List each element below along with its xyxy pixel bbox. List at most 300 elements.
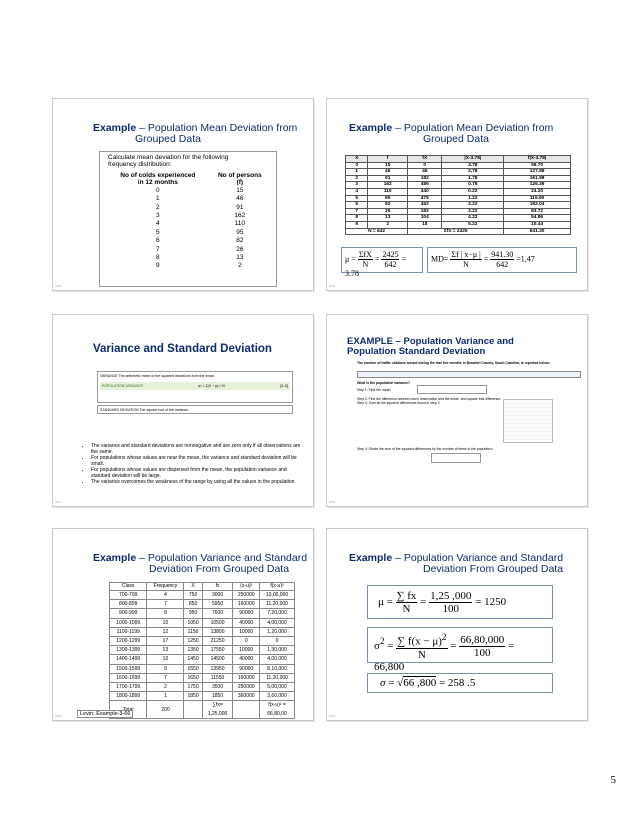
table-row [106, 204, 270, 212]
table-cell: 2 [156, 203, 160, 211]
den-symbolic: N [402, 603, 411, 615]
table-row [110, 600, 295, 609]
col2-l1: No of persons [217, 172, 262, 179]
table-cell: 0 [233, 637, 260, 646]
variance-result-box [431, 453, 481, 463]
table-row [110, 591, 295, 600]
table-cell: 1700-1799 [110, 683, 147, 692]
slide-4 [326, 314, 588, 507]
table-cell: 10500 [202, 618, 233, 627]
table-cell: 8,10,000 [260, 664, 295, 673]
table-row [110, 646, 295, 655]
table-cell: 1500-1599 [110, 664, 147, 673]
table-cell: 1100-1199 [110, 627, 147, 636]
column-header: fx [202, 583, 233, 591]
table-cell: 162 [234, 212, 246, 220]
table-row [106, 187, 270, 195]
table-cell: 182 [408, 208, 442, 215]
table-cell: 1000-1099 [110, 618, 147, 627]
variance-definition: VARIANCE The arithmetic mean of the squared deviations from the mean. [100, 374, 216, 378]
slide-title: Variance and Standard Deviation [93, 343, 272, 355]
title-line1: EXAMPLE – Population Variance and [347, 336, 514, 347]
slide-number: 3-36 [55, 714, 62, 718]
table-row [110, 609, 295, 618]
variance-definition-box [97, 371, 293, 403]
step-2: Step 2: Find the difference between each observation and the mean, and square that difference. [357, 397, 502, 401]
md-formula: MD= $\frac{\Sigma f | x-\mu |}{N}$ = $\frac{941.30}{642}$ =1,47 [427, 247, 577, 273]
mean-formula: μ = $\frac{\text{ΣfX}}{N}$ = $\frac{2425}{642}$ = 3.78 [341, 247, 423, 273]
column-header: X [346, 156, 368, 163]
table-cell: 54.86 [504, 215, 571, 222]
den-symbolic: N [463, 260, 469, 269]
table-cell: 2 [368, 221, 408, 228]
table-cell: 82 [368, 202, 408, 209]
step-1: Step 1: Find the mean. [357, 388, 392, 392]
source-tag: Levin: Example-3-66 [77, 710, 133, 718]
table-cell: 3.22 [442, 208, 504, 215]
den-symbolic: N [362, 260, 369, 269]
table-cell: 492 [408, 202, 442, 209]
table-cell: 5 [346, 195, 368, 202]
table-cell: 1 [346, 169, 368, 176]
table-row [110, 655, 295, 664]
table-cell: 0.78 [442, 182, 504, 189]
table-cell: 0.22 [442, 188, 504, 195]
table-cell: 13800 [202, 627, 233, 636]
total-fx: ΣfX = 2425 [408, 228, 504, 235]
slide-6 [326, 528, 588, 721]
table-row [106, 246, 270, 254]
table-cell: 17 [147, 637, 184, 646]
table-row [106, 254, 270, 262]
fraction-symbolic [358, 250, 373, 269]
table-cell: 1800-1899 [110, 692, 147, 701]
table-cell: 1,30,000 [260, 646, 295, 655]
table-cell: 13 [236, 254, 244, 262]
question-box [99, 151, 277, 287]
table-cell: 4 [147, 591, 184, 600]
table-cell: 104 [408, 215, 442, 222]
col1-l2: in 12 months [137, 179, 178, 187]
sd-definition: STANDARD DEVIATION The square root of the variance. [100, 408, 190, 412]
den-value: 100 [442, 603, 459, 615]
fraction-values [459, 634, 505, 659]
table-cell: 126.36 [504, 182, 571, 189]
table-row [346, 175, 571, 182]
table-cell: 0 [346, 162, 368, 169]
table-cell: 9 [147, 664, 184, 673]
table-cell: 3000 [202, 591, 233, 600]
table-cell: 91 [236, 203, 244, 211]
title-main: Example [349, 122, 393, 134]
table-cell: 900-999 [110, 609, 147, 618]
grouped-variance-table [109, 582, 295, 719]
table-cell: 0 [408, 162, 442, 169]
slide-title [349, 123, 553, 145]
col-header-colds [106, 172, 210, 187]
table-cell: 1450 [184, 655, 202, 664]
num-symbolic: Σf | x−μ | [451, 250, 481, 259]
table-cell: 83.72 [504, 208, 571, 215]
mean-result: = 3.78 [345, 254, 406, 278]
bullet-item: • The variance overcomes the weakness of the range by using all the values in the population [91, 479, 303, 485]
table-cell: 14500 [202, 655, 233, 664]
total-cell [184, 701, 202, 718]
table-cell: 360000 [233, 692, 260, 701]
table-row [110, 637, 295, 646]
col1-l1: No of colds experienced [120, 172, 196, 179]
table-cell: 7 [147, 673, 184, 682]
fraction-symbolic [396, 590, 418, 615]
column-header: fX [408, 156, 442, 163]
table-cell: 13 [368, 215, 408, 222]
title-rest: – Population Variance and Standard [136, 552, 308, 564]
table-cell: 24.20 [504, 188, 571, 195]
column-header: Class [110, 583, 147, 591]
step-4: Step 4: Divide the sum of the squared differences by the number of items in the population. [357, 447, 494, 451]
num-value: 2425 [382, 250, 399, 259]
md-label: MD= [431, 254, 449, 264]
variance-result: 66,800 [374, 660, 405, 673]
table-cell: 40000 [233, 655, 260, 664]
table-cell: 115.90 [504, 195, 571, 202]
total-cell: 200 [147, 701, 184, 718]
table-cell: 1850 [202, 692, 233, 701]
deviation-table [345, 155, 571, 235]
md-result: =1,47 [516, 254, 535, 264]
table-cell: 250000 [233, 591, 260, 600]
table-row [346, 195, 571, 202]
table-cell: 1650 [184, 673, 202, 682]
table-cell: 127.88 [504, 169, 571, 176]
pop-var-label: POPULATION VARIANCE [102, 384, 143, 388]
table-cell: 5.22 [442, 221, 504, 228]
den-symbolic: N [417, 648, 426, 661]
num-symbolic: ∑ fx [396, 590, 417, 602]
table-cell: 2.78 [442, 169, 504, 176]
squared-differences-table [503, 399, 553, 443]
table-cell: 11550 [202, 673, 233, 682]
slide-1 [52, 98, 314, 291]
table-cell: 6 [346, 202, 368, 209]
table-cell: 26 [236, 245, 244, 253]
table-cell: 1.22 [442, 195, 504, 202]
slide-number: 3-34 [329, 284, 336, 288]
mean-formula: μ = $\frac{\sum fx}{N}$ = $\frac{1,25 ,000}{100}$ = 1250 [367, 585, 553, 619]
table-cell: 160000 [233, 673, 260, 682]
table-cell: 110 [368, 188, 408, 195]
variance-formula: $\sigma^2$ = $\frac{\sum f(x - \mu)^2}{N}$ = $\frac{66,80,000}{100}$ = 66,800 [367, 627, 553, 663]
table-row [106, 195, 270, 203]
table-cell: 11,20,000 [260, 673, 295, 682]
table-cell: 9 [156, 262, 160, 270]
column-header: X [184, 583, 202, 591]
table-cell: 1150 [184, 627, 202, 636]
table-cell: 10 [147, 618, 184, 627]
citations-table [357, 371, 581, 378]
bullet-item: • For populations whose values are near the mean, the variance and standard deviation will be small. [91, 455, 303, 467]
table-cell: 7 [346, 208, 368, 215]
num-symbolic: ΣfX [358, 250, 372, 259]
table-cell: 850 [184, 600, 202, 609]
table-cell: 5 [156, 228, 160, 236]
table-cell: 182 [408, 175, 442, 182]
table-cell: 3,60,000 [260, 692, 295, 701]
total-n: N = 642 [346, 228, 408, 235]
table-cell: 1250 [184, 637, 202, 646]
table-cell: 1750 [184, 683, 202, 692]
page-number: 5 [610, 774, 616, 786]
title-main: Example [349, 552, 393, 564]
title-main: Example [93, 122, 137, 134]
table-row [110, 627, 295, 636]
table-cell: 110 [234, 220, 246, 228]
table-cell: 82 [236, 237, 244, 245]
table-cell: 2 [147, 683, 184, 692]
table-row [106, 220, 270, 228]
table-row [346, 169, 571, 176]
bullet-item: • The variance and standard deviations are nonnegative and are zero only if all observations are the same. [91, 443, 303, 455]
table-cell: 3 [156, 212, 160, 220]
table-cell: 475 [408, 195, 442, 202]
column-header: f [368, 156, 408, 163]
table-cell: 1.78 [442, 175, 504, 182]
question: What is the population variance? [357, 381, 411, 385]
sd-definition-box [97, 405, 293, 414]
table-cell: 4 [346, 188, 368, 195]
total-dev: 941.30 [504, 228, 571, 235]
sigma-symbol: σ [374, 639, 380, 652]
table-cell: 162 [368, 182, 408, 189]
table-cell: 12 [147, 627, 184, 636]
title-line2: Grouped Data [135, 133, 201, 145]
table-cell: 7 [156, 245, 160, 253]
mean-formula-box [417, 385, 487, 394]
table-cell: 182.04 [504, 202, 571, 209]
table-cell: 46 [368, 169, 408, 176]
slide-2 [326, 98, 588, 291]
table-cell: 7,20,000 [260, 609, 295, 618]
mu-symbol: μ = [345, 254, 356, 264]
table-cell: 950 [184, 609, 202, 618]
table-row [106, 229, 270, 237]
table-row [346, 188, 571, 195]
table-row [346, 208, 571, 215]
table-cell: 160000 [233, 600, 260, 609]
col2-l2: (f) [236, 179, 244, 187]
title-rest: – Population Mean Deviation from [136, 122, 298, 134]
slide-5 [52, 528, 314, 721]
table-cell: 4 [156, 220, 160, 228]
table-cell: 10000 [233, 627, 260, 636]
table-row [346, 221, 571, 228]
title-line2: Deviation From Grouped Data [149, 563, 290, 575]
table-cell: 46 [236, 195, 244, 203]
frequency-table [106, 172, 270, 271]
table-cell: 10000 [233, 646, 260, 655]
table-cell: 21250 [202, 637, 233, 646]
table-cell: 6 [156, 237, 160, 245]
table-cell: 7 [147, 600, 184, 609]
den-value: 642 [496, 260, 509, 269]
table-cell: 8 [156, 254, 160, 262]
num-value: 1,25 ,000 [430, 590, 472, 602]
table-cell: 95 [368, 195, 408, 202]
table-cell: 95 [236, 228, 244, 236]
table-cell: 1350 [184, 646, 202, 655]
table-cell: 161.98 [504, 175, 571, 182]
variance-formula: σ² = Σ(X − μ)² / N [198, 384, 225, 388]
table-row [110, 673, 295, 682]
title-rest: – Population Mean Deviation from [392, 122, 554, 134]
bullet-list [83, 443, 303, 485]
fraction-symbolic: $\frac{\sum f(x - \mu)^2}{N}$ [397, 632, 447, 661]
sd-formula: σ = √66 ,800 = 258 .5 [367, 673, 553, 693]
question-line-1: Calculate mean deviation for the following [108, 154, 229, 161]
table-cell: 1 [156, 195, 160, 203]
table-cell: 18 [408, 221, 442, 228]
step-3: Step 3: Sum all the squared differences found in step 3 [357, 401, 440, 405]
table-cell: 2.22 [442, 202, 504, 209]
table-cell: 15 [368, 162, 408, 169]
table-cell: 800-899 [110, 600, 147, 609]
title-main: Example [93, 552, 137, 564]
sd-result: 258 .5 [447, 677, 476, 689]
table-row [106, 262, 270, 270]
table-cell: 3500 [202, 683, 233, 692]
table-cell: 1200-1299 [110, 637, 147, 646]
table-cell: 2 [346, 175, 368, 182]
table-cell: 11,20,000 [260, 600, 295, 609]
title-rest: – Population Variance and Standard [392, 552, 564, 564]
table-cell: 440 [408, 188, 442, 195]
total-cell: f(x-u)² = 66,80,00 [260, 701, 295, 718]
table-cell: 486 [408, 182, 442, 189]
table-row [106, 237, 270, 245]
table-cell: 1 [147, 692, 184, 701]
slide-number: 3-33 [55, 284, 62, 288]
fraction-values [490, 250, 514, 269]
num-value: 66,80,000 [460, 633, 505, 646]
slide-number: 3-28 [329, 500, 336, 504]
question-text [108, 154, 228, 168]
table-cell: 5,00,000 [260, 683, 295, 692]
table-cell: 26 [368, 208, 408, 215]
table-row [106, 212, 270, 220]
table-row [346, 162, 571, 169]
mean-result: 1250 [484, 596, 507, 609]
table-cell: 4.22 [442, 215, 504, 222]
table-cell: 1550 [184, 664, 202, 673]
num-value: 941.30 [491, 250, 514, 259]
table-cell: 700-799 [110, 591, 147, 600]
table-cell: 46 [408, 169, 442, 176]
table-cell: 8 [346, 215, 368, 222]
table-cell: 40000 [233, 618, 260, 627]
slide-title [347, 337, 514, 357]
num-symbolic: ∑ f(x − μ) [397, 635, 442, 648]
table-cell: 4,00,000 [260, 618, 295, 627]
table-cell: 10 [147, 655, 184, 664]
table-row [110, 664, 295, 673]
slide-3 [52, 314, 314, 507]
slide-title [93, 553, 307, 575]
table-cell: 56.70 [504, 162, 571, 169]
table-cell: 1300-1399 [110, 646, 147, 655]
table-row [110, 683, 295, 692]
column-header: (x-u)² [233, 583, 260, 591]
table-row [346, 202, 571, 209]
column-header: f(x-u)² [260, 583, 295, 591]
fraction-values [429, 590, 472, 615]
den-value: 100 [473, 646, 491, 659]
table-row [110, 692, 295, 701]
table-cell: 1850 [184, 692, 202, 701]
mu-symbol: μ [378, 596, 384, 609]
table-cell: 1400-1499 [110, 655, 147, 664]
slide-title [349, 553, 563, 575]
col-header-persons [210, 172, 270, 187]
table-cell: 13950 [202, 664, 233, 673]
table-cell: 13 [147, 646, 184, 655]
fraction-symbolic [450, 250, 481, 269]
table-cell: 90000 [233, 609, 260, 618]
table-cell: 15 [236, 186, 244, 194]
table-cell: 17550 [202, 646, 233, 655]
table-cell: 0 [156, 186, 160, 194]
total-cell [233, 701, 260, 718]
table-cell: 9 [346, 221, 368, 228]
table-row [110, 618, 295, 627]
table-cell: 5950 [202, 600, 233, 609]
slide-number: 3-27 [55, 500, 62, 504]
table-cell: 0 [260, 637, 295, 646]
table-cell: 7600 [202, 609, 233, 618]
table-cell: 3 [346, 182, 368, 189]
table-row [346, 215, 571, 222]
table-row [346, 182, 571, 189]
title-line2: Deviation From Grouped Data [423, 563, 564, 575]
table-cell: 8 [147, 609, 184, 618]
column-header: Frequency [147, 583, 184, 591]
intro-text: The number of traffic citations issued during the last five months in Beaufort County, South Carolina, is reported below: [357, 361, 551, 365]
table-cell: 2 [238, 262, 242, 270]
slide-title [93, 123, 297, 145]
sigma-symbol: σ [380, 677, 386, 689]
title-line2: Population Standard Deviation [347, 346, 486, 357]
table-cell: 10,00,000 [260, 591, 295, 600]
table-cell: 1600-1699 [110, 673, 147, 682]
column-header: |X-3.78| [442, 156, 504, 163]
title-line2: Grouped Data [423, 133, 489, 145]
table-cell: 3.78 [442, 162, 504, 169]
table-cell: 250000 [233, 683, 260, 692]
den-value: 642 [384, 260, 397, 269]
total-cell: ∑fx= 1,25,000 [202, 701, 233, 718]
table-cell: 750 [184, 591, 202, 600]
slide-number: 3-37 [329, 714, 336, 718]
table-cell: 10.44 [504, 221, 571, 228]
question-line-2: frequency distribution: [108, 161, 172, 168]
fraction-values [381, 250, 399, 269]
table-cell: 90000 [233, 664, 260, 673]
bullet-item: • For populations whose values are dispersed from the mean, the population variance and standard deviation will be large. [91, 467, 303, 479]
root-value: 66 ,800 [403, 677, 437, 689]
table-cell: 4,00,000 [260, 655, 295, 664]
population-variance-row [100, 382, 290, 390]
equation-number: [3–5] [280, 384, 288, 388]
table-cell: 1050 [184, 618, 202, 627]
